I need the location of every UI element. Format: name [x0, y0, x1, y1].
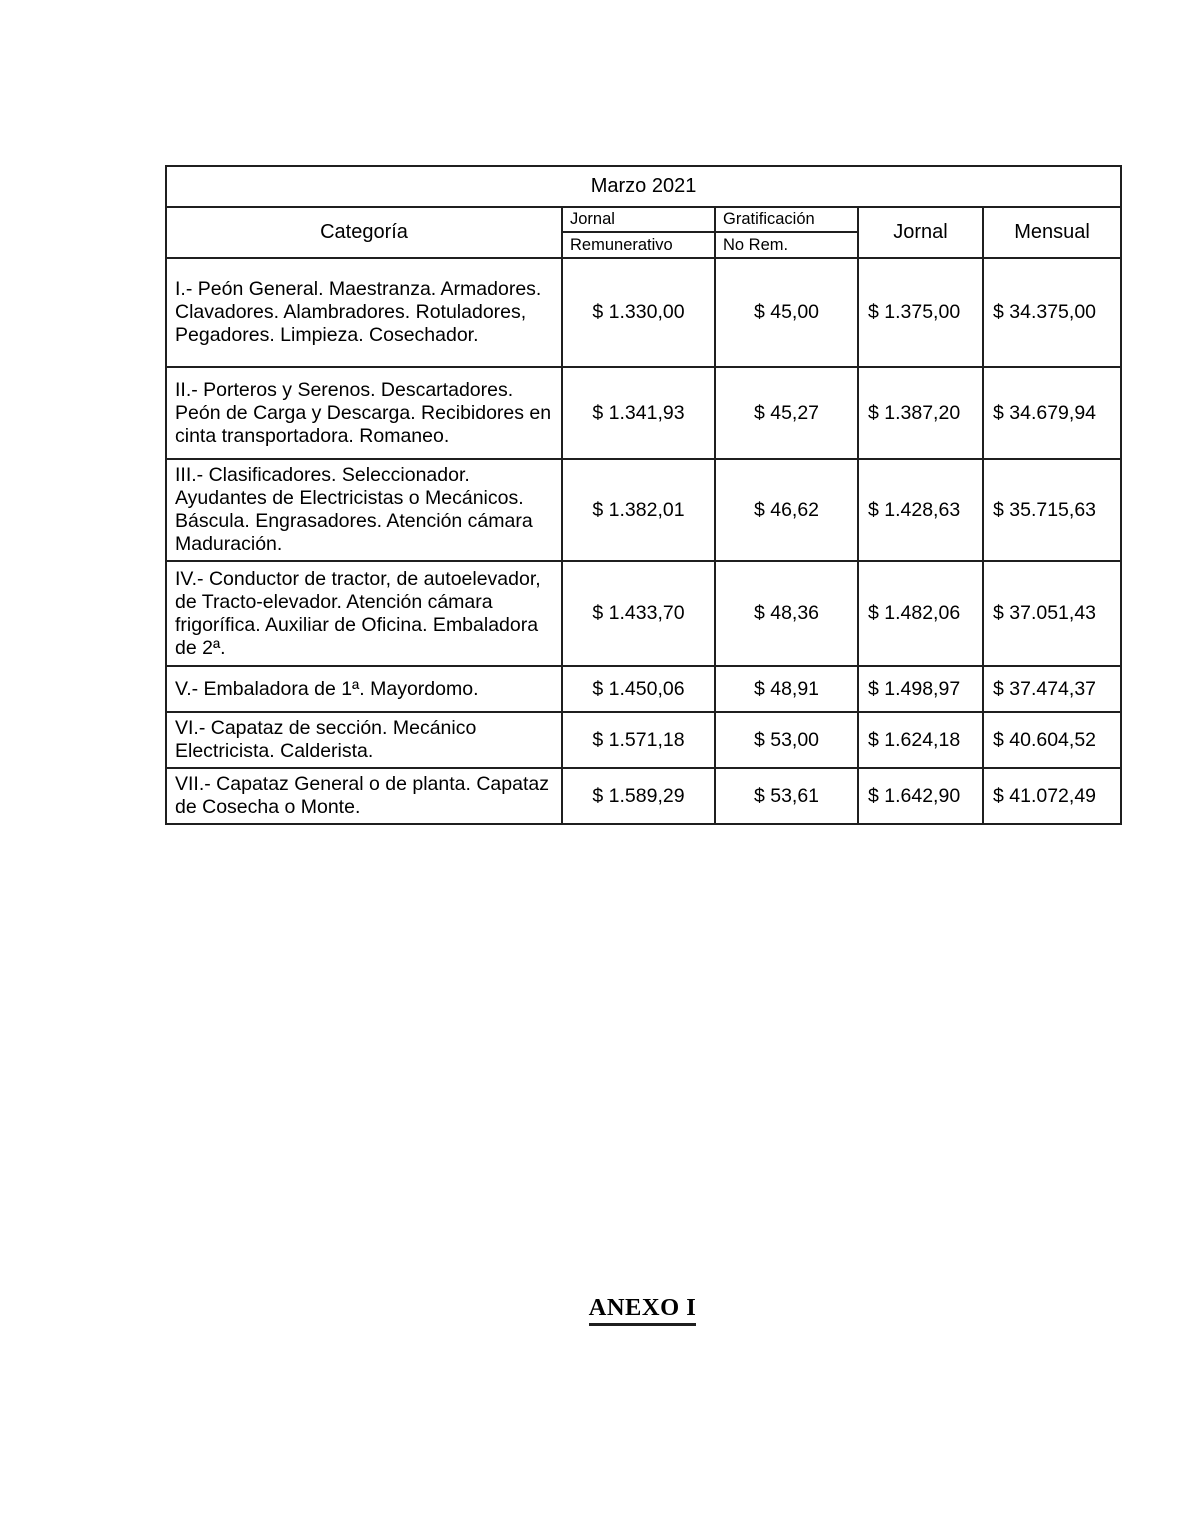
- jornal-remunerativo-cell: $ 1.382,01: [562, 459, 715, 561]
- jornal-remunerativo-cell: $ 1.330,00: [562, 258, 715, 367]
- mensual-cell: $ 37.051,43: [983, 561, 1121, 666]
- gratificacion-cell: $ 48,91: [715, 666, 858, 712]
- header-jornal-total: Jornal: [858, 207, 983, 258]
- gratificacion-cell: $ 53,61: [715, 768, 858, 824]
- table-row: [166, 712, 1121, 768]
- table-row: [166, 666, 1121, 712]
- category-cell: II.- Porteros y Serenos. Descartadores. Peón de Carga y Descarga. Recibidores en cinta transportadora. Romaneo.: [166, 367, 562, 459]
- mensual-cell: $ 34.679,94: [983, 367, 1121, 459]
- header-gratificacion: Gratificación: [715, 207, 858, 232]
- jornal-cell: $ 1.482,06: [858, 561, 983, 666]
- jornal-cell: $ 1.375,00: [858, 258, 983, 367]
- wage-table: [165, 165, 1122, 825]
- table-row: [166, 367, 1121, 459]
- header-remunerativo: Remunerativo: [562, 232, 715, 258]
- gratificacion-cell: $ 45,27: [715, 367, 858, 459]
- jornal-cell: $ 1.387,20: [858, 367, 983, 459]
- jornal-cell: $ 1.498,97: [858, 666, 983, 712]
- table-header-row-top: [166, 207, 1121, 232]
- jornal-remunerativo-cell: $ 1.571,18: [562, 712, 715, 768]
- table-row: [166, 258, 1121, 367]
- header-categoria: Categoría: [166, 207, 562, 258]
- table-title-row: [166, 166, 1121, 207]
- table-row: [166, 459, 1121, 561]
- mensual-cell: $ 34.375,00: [983, 258, 1121, 367]
- category-cell: I.- Peón General. Maestranza. Armadores. Clavadores. Alambradores. Rotuladores, Pegadores. Limpieza. Cosechador.: [166, 258, 562, 367]
- gratificacion-cell: $ 53,00: [715, 712, 858, 768]
- mensual-cell: $ 35.715,63: [983, 459, 1121, 561]
- table-title: Marzo 2021: [166, 166, 1121, 207]
- category-cell: III.- Clasificadores. Seleccionador. Ayudantes de Electricistas o Mecánicos. Báscula. Engrasadores. Atención cámara Maduración.: [166, 459, 562, 561]
- jornal-cell: $ 1.624,18: [858, 712, 983, 768]
- table-row: [166, 561, 1121, 666]
- header-jornal: Jornal: [562, 207, 715, 232]
- jornal-cell: $ 1.642,90: [858, 768, 983, 824]
- anexo-heading: ANEXO I: [589, 1294, 697, 1326]
- mensual-cell: $ 40.604,52: [983, 712, 1121, 768]
- category-cell: V.- Embaladora de 1ª. Mayordomo.: [166, 666, 562, 712]
- gratificacion-cell: $ 46,62: [715, 459, 858, 561]
- jornal-remunerativo-cell: $ 1.433,70: [562, 561, 715, 666]
- mensual-cell: $ 37.474,37: [983, 666, 1121, 712]
- jornal-remunerativo-cell: $ 1.450,06: [562, 666, 715, 712]
- mensual-cell: $ 41.072,49: [983, 768, 1121, 824]
- header-mensual: Mensual: [983, 207, 1121, 258]
- category-cell: VI.- Capataz de sección. Mecánico Electricista. Calderista.: [166, 712, 562, 768]
- jornal-remunerativo-cell: $ 1.341,93: [562, 367, 715, 459]
- category-cell: VII.- Capataz General o de planta. Capataz de Cosecha o Monte.: [166, 768, 562, 824]
- category-cell: IV.- Conductor de tractor, de autoelevador, de Tracto-elevador. Atención cámara frigorífica. Auxiliar de Oficina. Embaladora de 2ª.: [166, 561, 562, 666]
- gratificacion-cell: $ 45,00: [715, 258, 858, 367]
- table-row: [166, 768, 1121, 824]
- jornal-remunerativo-cell: $ 1.589,29: [562, 768, 715, 824]
- header-no-rem: No Rem.: [715, 232, 858, 258]
- anexo-heading-container: [165, 1294, 1120, 1326]
- gratificacion-cell: $ 48,36: [715, 561, 858, 666]
- jornal-cell: $ 1.428,63: [858, 459, 983, 561]
